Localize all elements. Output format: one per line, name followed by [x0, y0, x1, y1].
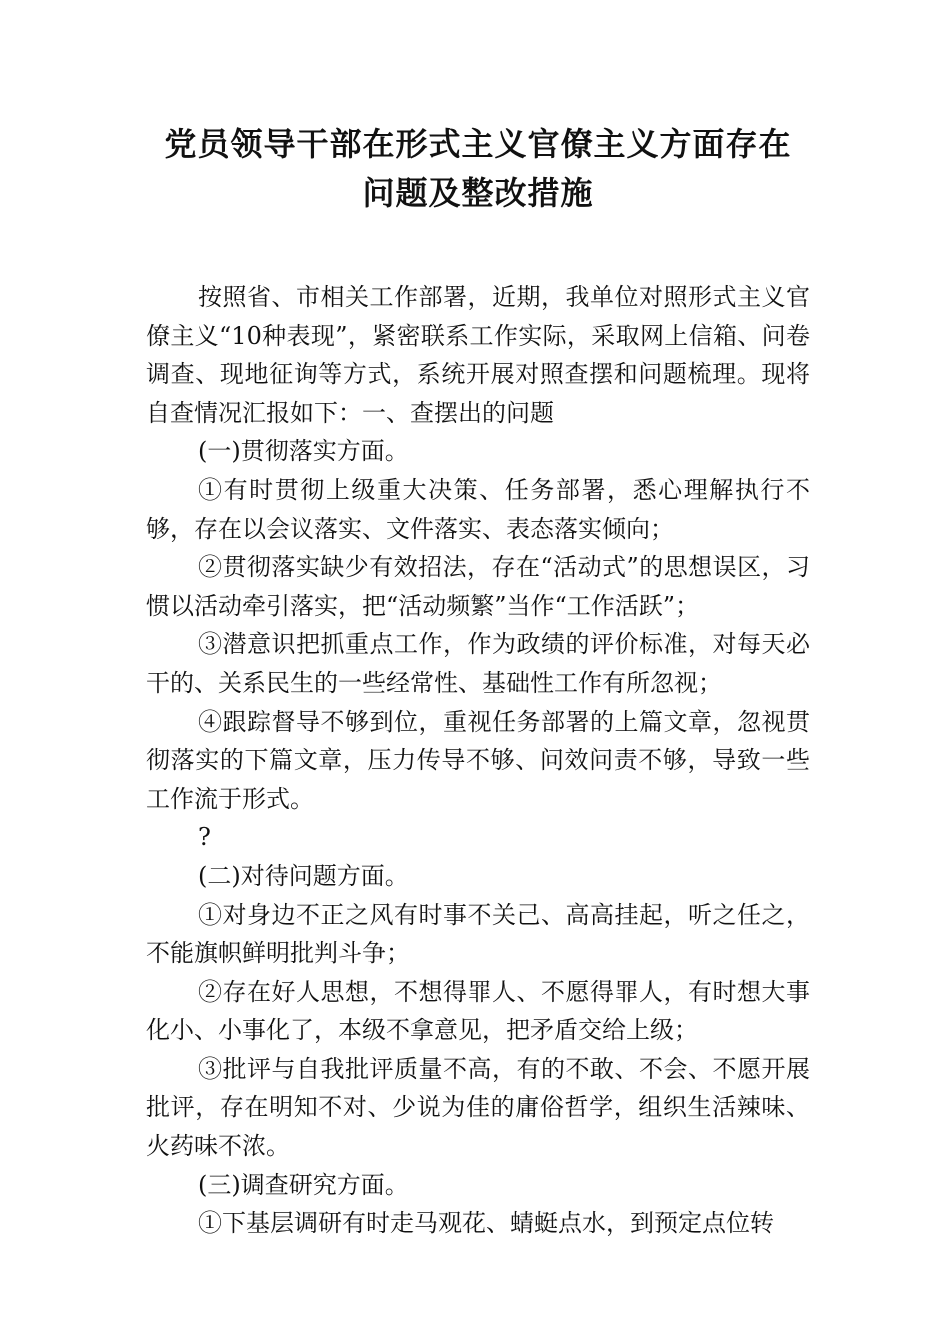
list-item: ②存在好人思想，不想得罪人、不愿得罪人，有时想大事化小、小事化了，本级不拿意见，把矛盾交给上级；: [146, 977, 810, 1045]
list-item: ④跟踪督导不够到位，重视任务部署的上篇文章，忽视贯彻落实的下篇文章，压力传导不够、问效问责不够，导致一些工作流于形式。: [146, 707, 810, 813]
section-heading-1: (一)贯彻落实方面。: [198, 437, 409, 466]
title-line-2: 问题及整改措施: [362, 174, 594, 212]
list-item: ②贯彻落实缺少有效招法，存在“活动式”的思想误区，习惯以活动牵引落实，把“活动频繁”当作“工作活跃”；: [146, 553, 810, 620]
list-item: ③批评与自我批评质量不高，有的不敢、不会、不愿开展批评，存在明知不对、少说为佳的庸俗哲学，组织生活辣味、火药味不浓。: [146, 1054, 810, 1161]
title-line-1: 党员领导干部在形式主义官僚主义方面存在: [164, 125, 792, 163]
section-heading-2: (二)对待问题方面。: [198, 861, 409, 890]
stray-question-mark: ?: [198, 823, 211, 852]
list-item: ①对身边不正之风有时事不关己、高高挂起，听之任之，不能旗帜鲜明批判斗争；: [146, 900, 810, 968]
list-item: ①下基层调研有时走马观花、蜻蜓点水，到预定点位转: [198, 1209, 774, 1238]
document-title: [146, 120, 810, 218]
list-item: ③潜意识把抓重点工作，作为政绩的评价标准，对每天必干的、关系民生的一些经常性、基础性工作有所忽视；: [146, 630, 810, 697]
section-heading-3: (三)调查研究方面。: [198, 1170, 409, 1199]
intro-paragraph: 按照省、市相关工作部署，近期，我单位对照形式主义官僚主义“10种表现”，紧密联系工作实际，采取网上信箱、问卷调查、现地征询等方式，系统开展对照查摆和问题梳理。现将自查情况汇报如下：一、查摆出的问题: [146, 283, 810, 427]
list-item: ①有时贯彻上级重大决策、任务部署，悉心理解执行不够，存在以会议落实、文件落实、表态落实倾向；: [146, 475, 810, 543]
document-body: [146, 278, 810, 1243]
